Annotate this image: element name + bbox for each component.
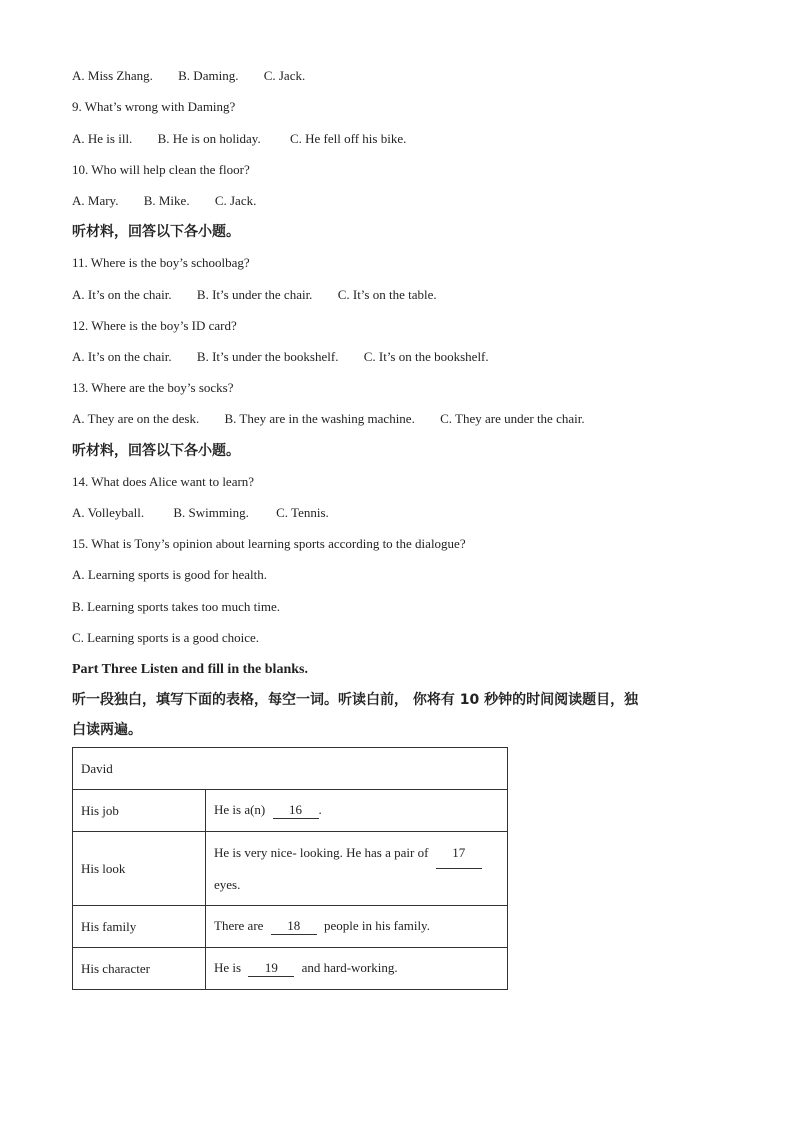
table-row <box>73 906 508 948</box>
row-content-job <box>206 790 508 832</box>
q11-option-b: B. It’s under the chair. <box>196 287 313 302</box>
q12-option-c: C. It’s on the bookshelf. <box>363 349 489 364</box>
row-text-post: . <box>318 802 322 817</box>
q12-question: 12. Where is the boy’s ID card? <box>72 318 237 333</box>
fill-in-table <box>72 747 508 990</box>
q11-option-a: A. It’s on the chair. <box>72 287 172 302</box>
q13-options <box>72 411 585 427</box>
row-text: He is <box>214 960 242 975</box>
row-label-look: His look <box>73 832 206 906</box>
part-three-instruction-line2: 白读两遍。 <box>72 722 142 738</box>
row-content-family <box>206 906 508 948</box>
q14-option-b: B. Swimming. <box>173 505 249 520</box>
q13-option-a: A. They are on the desk. <box>72 411 200 426</box>
row-text-post: people in his family. <box>323 918 430 933</box>
q11-question: 11. Where is the boy’s schoolbag? <box>72 255 250 270</box>
blank-18[interactable]: 18 <box>271 918 317 935</box>
row-content-look <box>206 832 508 906</box>
q15-question: 15. What is Tony’s opinion about learning sports according to the dialogue? <box>72 536 466 551</box>
q11-option-c: C. It’s on the table. <box>337 287 437 302</box>
q12-options <box>72 349 489 365</box>
q14-question: 14. What does Alice want to learn? <box>72 474 255 489</box>
q10-option-b: B. Mike. <box>143 193 190 208</box>
q13-option-c: C. They are under the chair. <box>440 411 585 426</box>
part-three-instruction-line1: 听一段独白，填写下面的表格，每空一词。听读白前， 你将有 10 秒钟的时间阅读题目，独 <box>72 692 639 708</box>
table-row <box>73 790 508 832</box>
q8-options <box>72 68 305 84</box>
q9-option-b: B. He is on holiday. <box>157 131 261 146</box>
section-instruction-2: 听材料，回答以下各小题。 <box>72 443 240 459</box>
q9-option-c: C. He fell off his bike. <box>289 131 407 146</box>
q13-question: 13. Where are the boy’s socks? <box>72 380 234 395</box>
table-row <box>73 948 508 990</box>
q14-options <box>72 505 329 521</box>
q9-option-a: A. He is ill. <box>72 131 133 146</box>
row-label-character: His character <box>73 948 206 990</box>
q15-option-a: A. Learning sports is good for health. <box>72 567 267 582</box>
row-text: He is a(n) <box>214 802 266 817</box>
q14-option-a: A. Volleyball. <box>72 505 145 520</box>
table-header-david: David <box>73 748 508 790</box>
q10-question: 10. Who will help clean the floor? <box>72 162 250 177</box>
row-label-family: His family <box>73 906 206 948</box>
blank-16[interactable]: 16 <box>273 802 319 819</box>
table-row <box>73 832 508 906</box>
table-header-row <box>73 748 508 790</box>
q15-option-c: C. Learning sports is a good choice. <box>72 630 260 645</box>
q8-option-b: B. Daming. <box>178 68 239 83</box>
q12-option-b: B. It’s under the bookshelf. <box>196 349 339 364</box>
q9-options <box>72 131 406 147</box>
q9-question: 9. What’s wrong with Daming? <box>72 99 236 114</box>
row-text: He is very nice- looking. He has a pair of <box>214 845 429 860</box>
q8-option-a: A. Miss Zhang. <box>72 68 153 83</box>
q12-option-a: A. It’s on the chair. <box>72 349 172 364</box>
q14-option-c: C. Tennis. <box>276 505 329 520</box>
blank-17[interactable]: 17 <box>436 837 482 869</box>
q10-option-c: C. Jack. <box>214 193 257 208</box>
row-content-character <box>206 948 508 990</box>
q11-options <box>72 287 437 303</box>
row-text-post: and hard-working. <box>301 960 398 975</box>
section-instruction-1: 听材料，回答以下各小题。 <box>72 224 240 240</box>
q15-option-b: B. Learning sports takes too much time. <box>72 599 280 614</box>
blank-19[interactable]: 19 <box>248 960 294 977</box>
part-three-title: Part Three Listen and fill in the blanks. <box>72 662 308 677</box>
q10-options <box>72 193 256 209</box>
row-text: There are <box>214 918 264 933</box>
row-text-line2: eyes. <box>214 877 241 892</box>
q8-option-c: C. Jack. <box>263 68 306 83</box>
q13-option-b: B. They are in the washing machine. <box>224 411 415 426</box>
row-label-job: His job <box>73 790 206 832</box>
q10-option-a: A. Mary. <box>72 193 119 208</box>
